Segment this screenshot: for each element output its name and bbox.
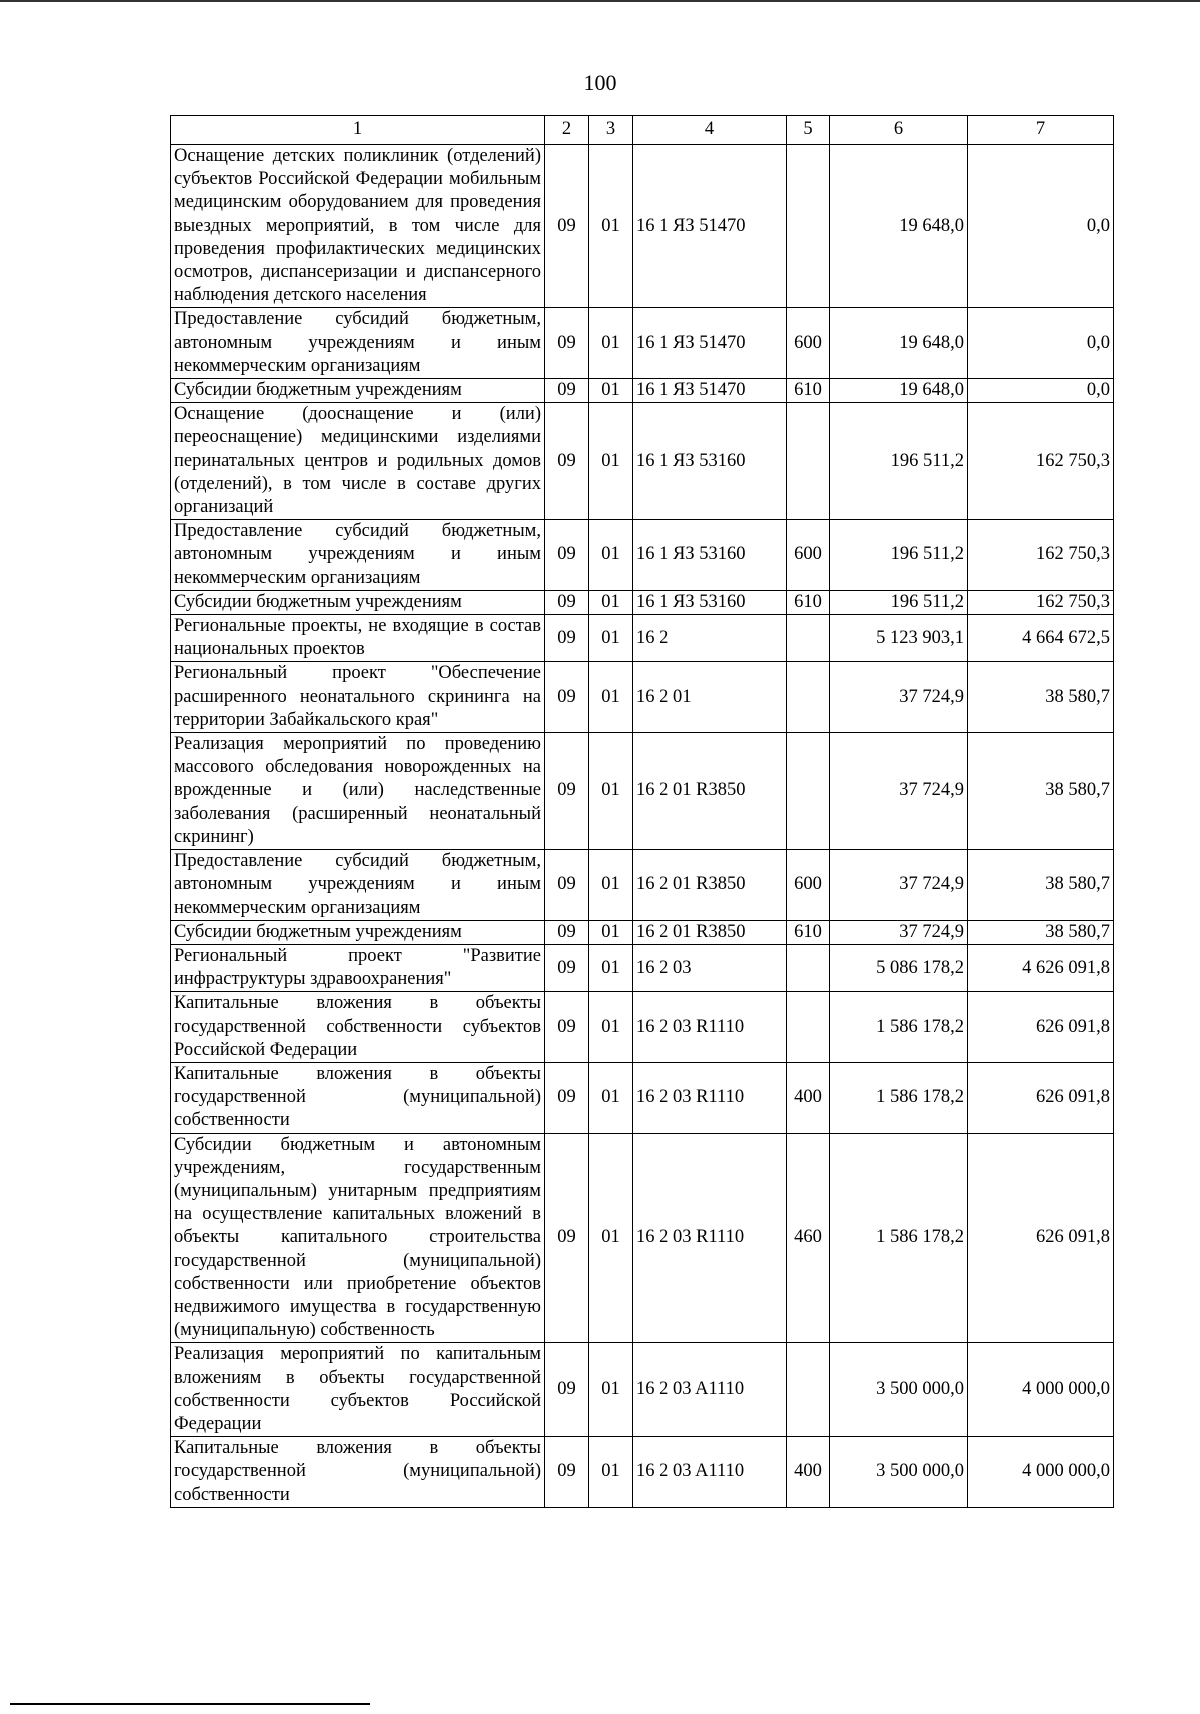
row-value-7: 0,0 (968, 379, 1114, 403)
row-type: 610 (787, 379, 830, 403)
row-subsection: 01 (589, 145, 633, 308)
row-subsection: 01 (589, 1343, 633, 1437)
row-section: 09 (545, 379, 589, 403)
row-value-7: 4 626 091,8 (968, 944, 1114, 991)
row-value-6: 196 511,2 (830, 403, 968, 520)
table-row (171, 145, 1114, 308)
row-type (787, 615, 830, 662)
row-value-6: 5 086 178,2 (830, 944, 968, 991)
row-name: Капитальные вложения в объекты государственной собственности субъектов Российской Федерации (171, 992, 545, 1063)
row-value-6: 3 500 000,0 (830, 1437, 968, 1508)
column-header-3: 3 (589, 116, 633, 145)
row-name: Субсидии бюджетным учреждениям (171, 379, 545, 403)
header-row (171, 116, 1114, 145)
row-type: 600 (787, 308, 830, 379)
row-value-7: 4 664 672,5 (968, 615, 1114, 662)
row-type: 400 (787, 1437, 830, 1508)
row-type: 610 (787, 920, 830, 944)
row-value-6: 37 724,9 (830, 662, 968, 733)
row-subsection: 01 (589, 403, 633, 520)
bottom-edge-rule (10, 1703, 370, 1705)
row-code: 16 1 ЯЗ 51470 (633, 145, 787, 308)
row-subsection: 01 (589, 520, 633, 591)
table-row (171, 662, 1114, 733)
row-name: Региональный проект "Развитие инфраструктуры здравоохранения" (171, 944, 545, 991)
row-subsection: 01 (589, 615, 633, 662)
row-section: 09 (545, 615, 589, 662)
table-row (171, 590, 1114, 614)
row-section: 09 (545, 992, 589, 1063)
row-name: Капитальные вложения в объекты государственной (муниципальной) собственности (171, 1062, 545, 1133)
row-section: 09 (545, 1133, 589, 1343)
row-value-7: 0,0 (968, 308, 1114, 379)
row-code: 16 2 03 R1110 (633, 1133, 787, 1343)
row-type: 610 (787, 590, 830, 614)
row-name: Реализация мероприятий по капитальным вложениям в объекты государственной собственности субъектов Российской Федерации (171, 1343, 545, 1437)
row-name: Субсидии бюджетным учреждениям (171, 920, 545, 944)
table-row (171, 944, 1114, 991)
row-code: 16 1 ЯЗ 53160 (633, 403, 787, 520)
table-row (171, 1062, 1114, 1133)
row-value-6: 19 648,0 (830, 379, 968, 403)
column-header-6: 6 (830, 116, 968, 145)
row-subsection: 01 (589, 944, 633, 991)
row-section: 09 (545, 850, 589, 921)
table-row (171, 1343, 1114, 1437)
row-section: 09 (545, 590, 589, 614)
row-subsection: 01 (589, 1437, 633, 1508)
row-value-6: 37 724,9 (830, 733, 968, 850)
row-type: 400 (787, 1062, 830, 1133)
table-row (171, 308, 1114, 379)
row-value-6: 196 511,2 (830, 590, 968, 614)
row-value-7: 162 750,3 (968, 520, 1114, 591)
row-section: 09 (545, 920, 589, 944)
row-value-6: 196 511,2 (830, 520, 968, 591)
page-number: 100 (583, 70, 617, 95)
row-value-7: 626 091,8 (968, 1133, 1114, 1343)
row-subsection: 01 (589, 733, 633, 850)
row-value-7: 38 580,7 (968, 733, 1114, 850)
row-subsection: 01 (589, 920, 633, 944)
column-header-5: 5 (787, 116, 830, 145)
row-code: 16 2 03 (633, 944, 787, 991)
row-name: Региональные проекты, не входящие в состав национальных проектов (171, 615, 545, 662)
row-section: 09 (545, 1437, 589, 1508)
table-row (171, 733, 1114, 850)
row-code: 16 2 03 A1110 (633, 1343, 787, 1437)
row-code: 16 2 03 A1110 (633, 1437, 787, 1508)
row-type (787, 1343, 830, 1437)
table-row (171, 403, 1114, 520)
row-value-7: 0,0 (968, 145, 1114, 308)
row-code: 16 2 01 R3850 (633, 850, 787, 921)
column-header-4: 4 (633, 116, 787, 145)
row-section: 09 (545, 308, 589, 379)
table-row (171, 850, 1114, 921)
row-name: Капитальные вложения в объекты государственной (муниципальной) собственности (171, 1437, 545, 1508)
row-value-6: 19 648,0 (830, 145, 968, 308)
row-section: 09 (545, 733, 589, 850)
row-type: 600 (787, 850, 830, 921)
row-section: 09 (545, 944, 589, 991)
row-value-7: 162 750,3 (968, 590, 1114, 614)
row-type (787, 145, 830, 308)
row-subsection: 01 (589, 1062, 633, 1133)
row-subsection: 01 (589, 590, 633, 614)
row-value-7: 626 091,8 (968, 992, 1114, 1063)
row-section: 09 (545, 145, 589, 308)
row-code: 16 1 ЯЗ 51470 (633, 379, 787, 403)
row-code: 16 2 01 R3850 (633, 920, 787, 944)
table-row (171, 615, 1114, 662)
row-section: 09 (545, 1343, 589, 1437)
row-value-7: 4 000 000,0 (968, 1343, 1114, 1437)
budget-table (170, 115, 1114, 1508)
row-name: Оснащение (дооснащение и (или) переоснащение) медицинскими изделиями перинатальных центров и родильных домов (отделений), в том числе в составе других организаций (171, 403, 545, 520)
table-row (171, 920, 1114, 944)
row-value-6: 37 724,9 (830, 850, 968, 921)
table-row (171, 520, 1114, 591)
row-name: Оснащение детских поликлиник (отделений) субъектов Российской Федерации мобильным медицинским оборудованием для проведения выездных мероприятий, в том числе для проведения профилактических медицинских осмотров, диспансеризации и диспансерного наблюдения детского населения (171, 145, 545, 308)
row-subsection: 01 (589, 379, 633, 403)
row-value-6: 37 724,9 (830, 920, 968, 944)
row-value-6: 3 500 000,0 (830, 1343, 968, 1437)
row-section: 09 (545, 403, 589, 520)
row-value-6: 5 123 903,1 (830, 615, 968, 662)
row-name: Предоставление субсидий бюджетным, автономным учреждениям и иным некоммерческим организациям (171, 308, 545, 379)
row-code: 16 1 ЯЗ 51470 (633, 308, 787, 379)
row-name: Предоставление субсидий бюджетным, автономным учреждениям и иным некоммерческим организациям (171, 520, 545, 591)
row-value-6: 1 586 178,2 (830, 992, 968, 1063)
row-name: Реализация мероприятий по проведению массового обследования новорожденных на врожденные и (или) наследственные заболевания (расширенный неонатальный скрининг) (171, 733, 545, 850)
row-code: 16 2 01 (633, 662, 787, 733)
row-value-6: 1 586 178,2 (830, 1062, 968, 1133)
row-value-6: 19 648,0 (830, 308, 968, 379)
row-type (787, 733, 830, 850)
row-value-7: 4 000 000,0 (968, 1437, 1114, 1508)
row-name: Субсидии бюджетным и автономным учреждениям, государственным (муниципальным) унитарным предприятиям на осуществление капитальных вложений в объекты капитального строительства государственной (муниципальной) собственности или приобретение объектов недвижимого имущества в государственную (муниципальную) собственность (171, 1133, 545, 1343)
column-header-1: 1 (171, 116, 545, 145)
row-subsection: 01 (589, 850, 633, 921)
table-row (171, 1133, 1114, 1343)
top-edge-rule (0, 0, 1200, 2)
row-code: 16 1 ЯЗ 53160 (633, 520, 787, 591)
row-subsection: 01 (589, 1133, 633, 1343)
column-header-2: 2 (545, 116, 589, 145)
row-subsection: 01 (589, 992, 633, 1063)
row-name: Предоставление субсидий бюджетным, автономным учреждениям и иным некоммерческим организациям (171, 850, 545, 921)
table-row (171, 992, 1114, 1063)
row-section: 09 (545, 520, 589, 591)
row-type (787, 992, 830, 1063)
row-section: 09 (545, 662, 589, 733)
row-type (787, 403, 830, 520)
row-value-7: 38 580,7 (968, 662, 1114, 733)
row-type: 600 (787, 520, 830, 591)
row-code: 16 2 03 R1110 (633, 992, 787, 1063)
row-value-7: 162 750,3 (968, 403, 1114, 520)
row-value-7: 626 091,8 (968, 1062, 1114, 1133)
table-row (171, 379, 1114, 403)
row-section: 09 (545, 1062, 589, 1133)
row-value-7: 38 580,7 (968, 850, 1114, 921)
row-code: 16 2 (633, 615, 787, 662)
row-name: Субсидии бюджетным учреждениям (171, 590, 545, 614)
table-row (171, 1437, 1114, 1508)
row-code: 16 2 01 R3850 (633, 733, 787, 850)
row-type (787, 944, 830, 991)
row-type (787, 662, 830, 733)
row-code: 16 1 ЯЗ 53160 (633, 590, 787, 614)
row-subsection: 01 (589, 308, 633, 379)
row-code: 16 2 03 R1110 (633, 1062, 787, 1133)
row-value-7: 38 580,7 (968, 920, 1114, 944)
row-name: Региональный проект "Обеспечение расширенного неонатального скрининга на территории Забайкальского края" (171, 662, 545, 733)
row-type: 460 (787, 1133, 830, 1343)
column-header-7: 7 (968, 116, 1114, 145)
row-subsection: 01 (589, 662, 633, 733)
row-value-6: 1 586 178,2 (830, 1133, 968, 1343)
